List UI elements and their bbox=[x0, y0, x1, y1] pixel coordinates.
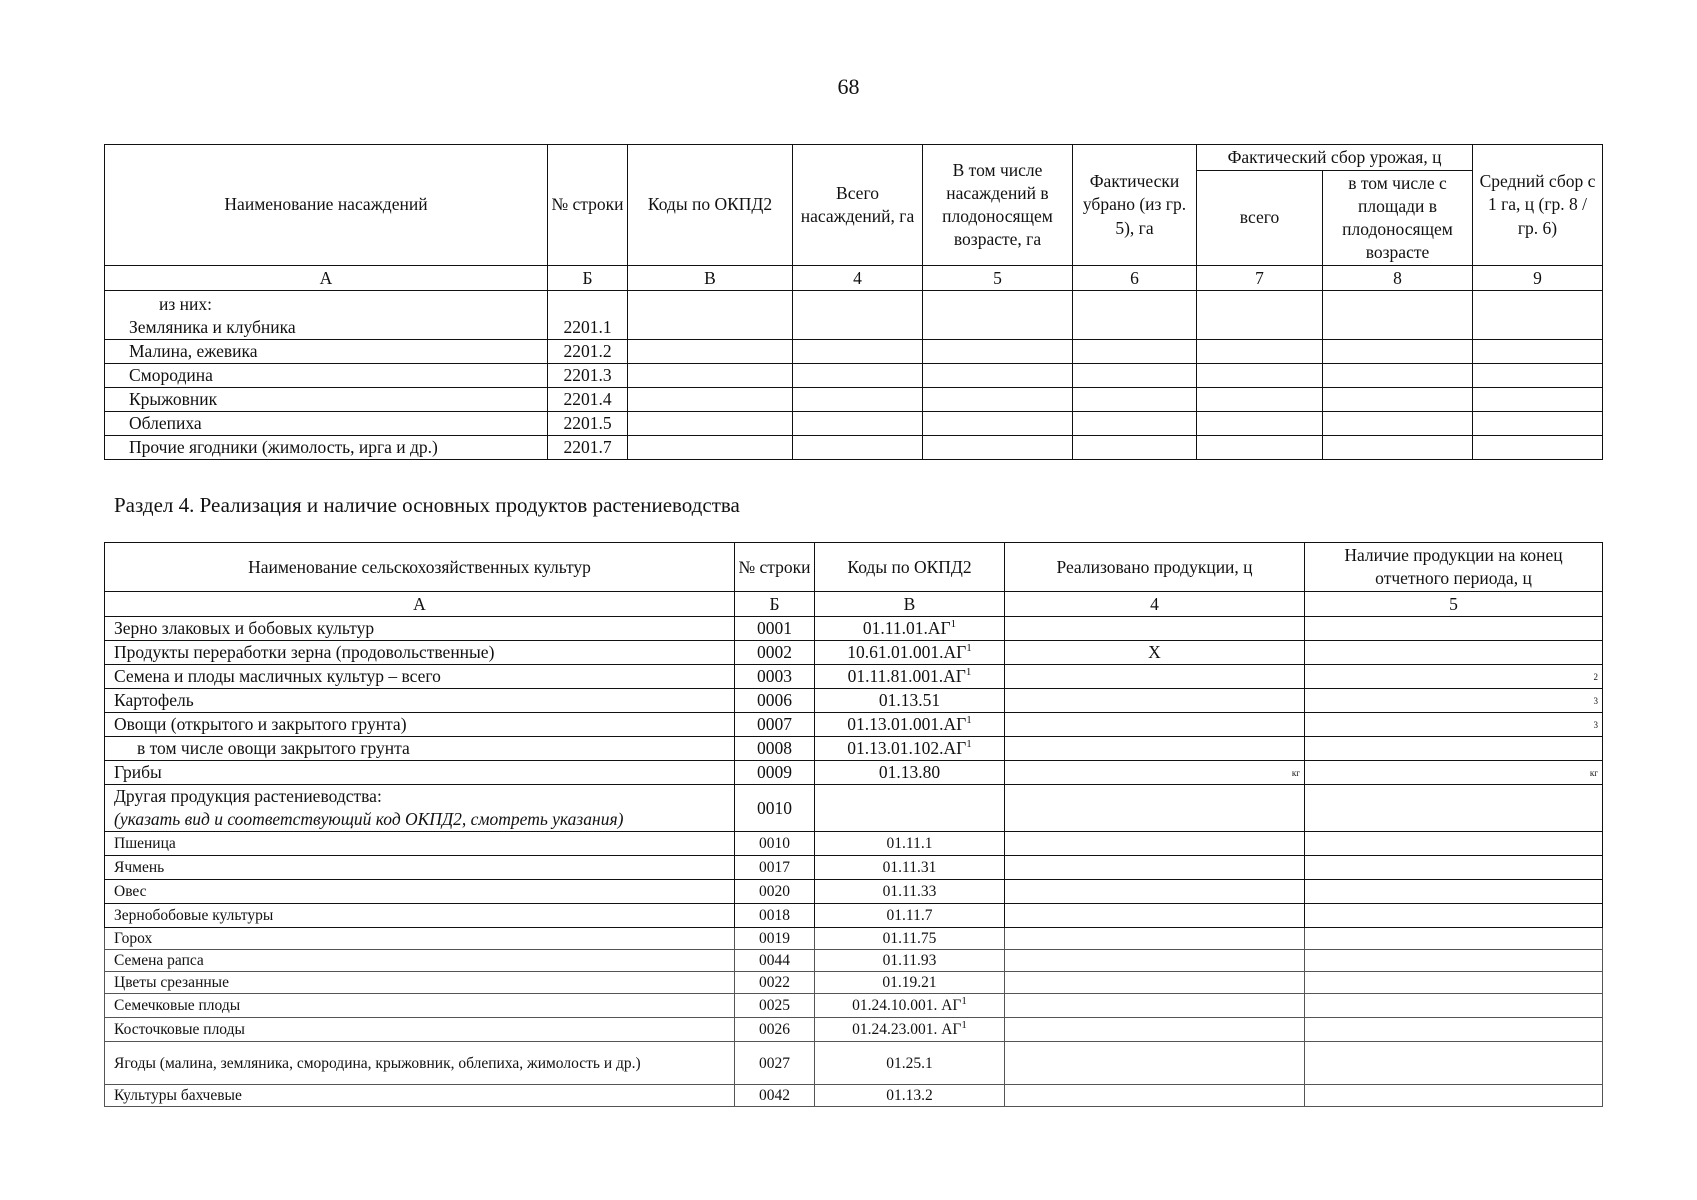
okpd-code: $01.13.01.001.АГ^1$ bbox=[815, 713, 1005, 737]
row-name: Зерно злаковых и бобовых культур bbox=[105, 617, 735, 641]
row-name: в том числе овощи закрытого грунта bbox=[105, 737, 735, 761]
okpd-code: $10.61.01.001.АГ^1$ bbox=[815, 641, 1005, 665]
input-cell[interactable] bbox=[793, 436, 923, 460]
index-cell: Б bbox=[548, 266, 628, 291]
table-row bbox=[105, 713, 1603, 737]
column-index-row bbox=[105, 592, 1603, 617]
table-row bbox=[105, 904, 1603, 928]
row-number: 0007 bbox=[735, 713, 815, 737]
index-cell: В bbox=[628, 266, 793, 291]
header-name: Наименование сельскохозяйственных культур bbox=[105, 543, 735, 592]
input-cell[interactable] bbox=[1073, 436, 1197, 460]
index-cell: 9 bbox=[1473, 266, 1603, 291]
index-cell: 6 bbox=[1073, 266, 1197, 291]
table-row bbox=[105, 436, 1603, 460]
input-cell[interactable] bbox=[628, 412, 793, 436]
row-number: 2201.5 bbox=[548, 412, 628, 436]
sold-cell[interactable] bbox=[1005, 713, 1305, 737]
header-row-no: № строки bbox=[548, 145, 628, 266]
okpd-code: $01.11.81.001.АГ^1$ bbox=[815, 665, 1005, 689]
sold-cell[interactable] bbox=[1005, 785, 1305, 832]
sold-cell[interactable] bbox=[1005, 737, 1305, 761]
okpd-code: 01.11.7 bbox=[815, 904, 1005, 928]
footnote-mark: 2 bbox=[1593, 672, 1598, 682]
sold-cell[interactable] bbox=[1005, 689, 1305, 713]
row-number: 0009 bbox=[735, 761, 815, 785]
table-row bbox=[105, 950, 1603, 972]
input-cell[interactable] bbox=[1073, 364, 1197, 388]
table-row bbox=[105, 665, 1603, 689]
header-sold: Реализовано продукции, ц bbox=[1005, 543, 1305, 592]
table-row bbox=[105, 928, 1603, 950]
input-cell[interactable] bbox=[793, 388, 923, 412]
sold-cell[interactable] bbox=[1005, 880, 1305, 904]
table-row bbox=[105, 340, 1603, 364]
row-number: 0006 bbox=[735, 689, 815, 713]
row-name: Грибы bbox=[105, 761, 735, 785]
row-number: 0020 bbox=[735, 880, 815, 904]
header-total-area: Всего насаждений, га bbox=[793, 145, 923, 266]
input-cell[interactable] bbox=[1323, 388, 1473, 412]
okpd-code: 01.11.93 bbox=[815, 950, 1005, 972]
table-row-other bbox=[105, 785, 1603, 832]
stock-cell[interactable] bbox=[1305, 713, 1603, 737]
row-number: 0019 bbox=[735, 928, 815, 950]
input-cell[interactable] bbox=[1073, 291, 1197, 340]
row-number: 0018 bbox=[735, 904, 815, 928]
header-harvest-fruiting: в том числе с площади в плодоносящем возрасте bbox=[1323, 171, 1473, 266]
row-name: Малина, ежевика bbox=[105, 340, 548, 364]
okpd-code: 01.13.2 bbox=[815, 1085, 1005, 1107]
okpd-code: 01.11.31 bbox=[815, 856, 1005, 880]
row-name: Семечковые плоды bbox=[105, 994, 735, 1018]
okpd-code: 01.13.80 bbox=[815, 761, 1005, 785]
index-cell: А bbox=[105, 266, 548, 291]
table-row bbox=[105, 291, 1603, 340]
input-cell[interactable] bbox=[1197, 340, 1323, 364]
unit-mark: кг bbox=[1589, 768, 1598, 778]
input-cell[interactable] bbox=[923, 388, 1073, 412]
input-cell[interactable] bbox=[1323, 412, 1473, 436]
row-number: 0044 bbox=[735, 950, 815, 972]
stock-cell[interactable] bbox=[1305, 761, 1603, 785]
input-cell[interactable] bbox=[923, 412, 1073, 436]
row-number: 2201.4 bbox=[548, 388, 628, 412]
row-name bbox=[105, 785, 735, 832]
input-cell[interactable] bbox=[1197, 436, 1323, 460]
header-row-no: № строки bbox=[735, 543, 815, 592]
row-number: 0042 bbox=[735, 1085, 815, 1107]
okpd-code: 01.24.10.001. $АГ^1$ bbox=[815, 994, 1005, 1018]
stock-cell[interactable] bbox=[1305, 950, 1603, 972]
row-number: 0010 bbox=[735, 785, 815, 832]
index-cell: А bbox=[105, 592, 735, 617]
table-row bbox=[105, 641, 1603, 665]
input-cell[interactable] bbox=[1073, 388, 1197, 412]
sold-cell[interactable] bbox=[1005, 617, 1305, 641]
row-name: Прочие ягодники (жимолость, ирга и др.) bbox=[105, 436, 548, 460]
input-cell[interactable] bbox=[1323, 364, 1473, 388]
row-name: Семена рапса bbox=[105, 950, 735, 972]
sold-cell[interactable] bbox=[1005, 1042, 1305, 1085]
row-number: 0025 bbox=[735, 994, 815, 1018]
sold-cell[interactable] bbox=[1005, 904, 1305, 928]
row-name: Пшеница bbox=[105, 832, 735, 856]
other-title: Другая продукция растениеводства: bbox=[114, 786, 382, 806]
stock-cell[interactable] bbox=[1305, 832, 1603, 856]
unit-mark: кг bbox=[1291, 768, 1300, 778]
okpd-code: 01.11.75 bbox=[815, 928, 1005, 950]
stock-cell[interactable] bbox=[1305, 737, 1603, 761]
header-fruiting-area: В том числе насаждений в плодоносящем возрасте, га bbox=[923, 145, 1073, 266]
sold-cell[interactable] bbox=[1005, 950, 1305, 972]
sold-cell[interactable] bbox=[1005, 994, 1305, 1018]
header-harvest-total: всего bbox=[1197, 171, 1323, 266]
row-name: Зернобобовые культуры bbox=[105, 904, 735, 928]
table-row bbox=[105, 689, 1603, 713]
stock-cell[interactable] bbox=[1305, 1018, 1603, 1042]
row-number: 0026 bbox=[735, 1018, 815, 1042]
table-row bbox=[105, 412, 1603, 436]
header-avg-yield: Средний сбор с 1 га, ц (гр. 8 / гр. 6) bbox=[1473, 145, 1603, 266]
row-name: Земляника и клубника bbox=[129, 317, 296, 337]
input-cell[interactable] bbox=[1473, 364, 1603, 388]
column-index-row bbox=[105, 266, 1603, 291]
input-cell[interactable] bbox=[923, 436, 1073, 460]
stock-cell[interactable] bbox=[1305, 1042, 1603, 1085]
page-number: 68 bbox=[837, 74, 860, 99]
table-row bbox=[105, 856, 1603, 880]
header-harvested: Фактически убрано (из гр. 5), га bbox=[1073, 145, 1197, 266]
row-name: Косточковые плоды bbox=[105, 1018, 735, 1042]
sold-cell[interactable] bbox=[1005, 1018, 1305, 1042]
okpd-code: 01.13.51 bbox=[815, 689, 1005, 713]
okpd-code-input[interactable] bbox=[815, 785, 1005, 832]
index-cell: 5 bbox=[923, 266, 1073, 291]
index-cell: В bbox=[815, 592, 1005, 617]
input-cell[interactable] bbox=[628, 436, 793, 460]
index-cell: 8 bbox=[1323, 266, 1473, 291]
table-row bbox=[105, 388, 1603, 412]
header-harvest-group: Фактический сбор урожая, ц bbox=[1197, 145, 1473, 171]
row-name: Овес bbox=[105, 880, 735, 904]
table-row bbox=[105, 761, 1603, 785]
table-row bbox=[105, 1018, 1603, 1042]
row-number: 0017 bbox=[735, 856, 815, 880]
input-cell[interactable] bbox=[628, 291, 793, 340]
input-cell[interactable] bbox=[923, 340, 1073, 364]
stock-cell[interactable] bbox=[1305, 785, 1603, 832]
row-name: Культуры бахчевые bbox=[105, 1085, 735, 1107]
stock-cell[interactable] bbox=[1305, 856, 1603, 880]
sold-cell[interactable] bbox=[1005, 1085, 1305, 1107]
index-cell: 7 bbox=[1197, 266, 1323, 291]
input-cell[interactable] bbox=[793, 364, 923, 388]
input-cell[interactable] bbox=[793, 412, 923, 436]
table-row bbox=[105, 1042, 1603, 1085]
stock-cell[interactable] bbox=[1305, 994, 1603, 1018]
row-name: Ягоды (малина, земляника, смородина, крыжовник, облепиха, жимолость и др.) bbox=[105, 1042, 735, 1085]
stock-cell[interactable] bbox=[1305, 904, 1603, 928]
row-number: 0002 bbox=[735, 641, 815, 665]
input-cell[interactable] bbox=[1323, 340, 1473, 364]
input-cell[interactable] bbox=[793, 340, 923, 364]
okpd-code: 01.11.33 bbox=[815, 880, 1005, 904]
input-cell[interactable] bbox=[1073, 412, 1197, 436]
input-cell[interactable] bbox=[1473, 436, 1603, 460]
row-name: Овощи (открытого и закрытого грунта) bbox=[105, 713, 735, 737]
sold-cell[interactable] bbox=[1005, 972, 1305, 994]
row-name: Крыжовник bbox=[105, 388, 548, 412]
input-cell[interactable] bbox=[1473, 340, 1603, 364]
sold-cell: X bbox=[1005, 641, 1305, 665]
row-name: Картофель bbox=[105, 689, 735, 713]
sold-cell[interactable] bbox=[1005, 761, 1305, 785]
input-cell[interactable] bbox=[1473, 291, 1603, 340]
stock-cell[interactable] bbox=[1305, 689, 1603, 713]
row-number: 0003 bbox=[735, 665, 815, 689]
header-stock: Наличие продукции на конец отчетного периода, ц bbox=[1305, 543, 1603, 592]
okpd-code: 01.24.23.001. $АГ^1$ bbox=[815, 1018, 1005, 1042]
input-cell[interactable] bbox=[1473, 388, 1603, 412]
row-name: Облепиха bbox=[105, 412, 548, 436]
row-number: 0027 bbox=[735, 1042, 815, 1085]
stock-cell[interactable] bbox=[1305, 880, 1603, 904]
input-cell[interactable] bbox=[1197, 364, 1323, 388]
table-row bbox=[105, 972, 1603, 994]
input-cell[interactable] bbox=[628, 364, 793, 388]
section-title: Раздел 4. Реализация и наличие основных продуктов растениеводства bbox=[114, 493, 740, 517]
row-number: 2201.3 bbox=[548, 364, 628, 388]
row-name: Продукты переработки зерна (продовольственные) bbox=[105, 641, 735, 665]
input-cell[interactable] bbox=[628, 388, 793, 412]
table-row bbox=[105, 617, 1603, 641]
index-cell: 5 bbox=[1305, 592, 1603, 617]
okpd-code: 01.25.1 bbox=[815, 1042, 1005, 1085]
okpd-code: 01.19.21 bbox=[815, 972, 1005, 994]
row-number: 2201.7 bbox=[548, 436, 628, 460]
okpd-code: $01.13.01.102.АГ^1$ bbox=[815, 737, 1005, 761]
input-cell[interactable] bbox=[1197, 412, 1323, 436]
row-number: 2201.2 bbox=[548, 340, 628, 364]
row-number: 0008 bbox=[735, 737, 815, 761]
table-row bbox=[105, 364, 1603, 388]
table-row bbox=[105, 1085, 1603, 1107]
header-name: Наименование насаждений bbox=[105, 145, 548, 266]
input-cell[interactable] bbox=[628, 340, 793, 364]
input-cell[interactable] bbox=[1473, 412, 1603, 436]
other-hint: (указать вид и соответствующий код ОКПД2, смотреть указания) bbox=[114, 809, 624, 829]
row-number: 0001 bbox=[735, 617, 815, 641]
sold-cell[interactable] bbox=[1005, 856, 1305, 880]
stock-cell[interactable] bbox=[1305, 1085, 1603, 1107]
row-name: Горох bbox=[105, 928, 735, 950]
table-row bbox=[105, 880, 1603, 904]
row-name-cell bbox=[105, 291, 548, 340]
input-cell[interactable] bbox=[1323, 436, 1473, 460]
table-row bbox=[105, 832, 1603, 856]
input-cell[interactable] bbox=[793, 291, 923, 340]
sold-cell[interactable] bbox=[1005, 832, 1305, 856]
input-cell[interactable] bbox=[923, 291, 1073, 340]
index-cell: 4 bbox=[793, 266, 923, 291]
subheading: из них: bbox=[159, 294, 212, 314]
row-name: Ячмень bbox=[105, 856, 735, 880]
input-cell[interactable] bbox=[923, 364, 1073, 388]
input-cell[interactable] bbox=[1323, 291, 1473, 340]
index-cell: Б bbox=[735, 592, 815, 617]
row-name: Цветы срезанные bbox=[105, 972, 735, 994]
okpd-code: $01.11.01.АГ^1$ bbox=[815, 617, 1005, 641]
sold-cell[interactable] bbox=[1005, 928, 1305, 950]
index-cell: 4 bbox=[1005, 592, 1305, 617]
row-number: 0010 bbox=[735, 832, 815, 856]
table-row bbox=[105, 994, 1603, 1018]
stock-cell[interactable] bbox=[1305, 928, 1603, 950]
okpd-code: 01.11.1 bbox=[815, 832, 1005, 856]
stock-cell[interactable] bbox=[1305, 617, 1603, 641]
stock-cell[interactable] bbox=[1305, 641, 1603, 665]
row-number: 0022 bbox=[735, 972, 815, 994]
input-cell[interactable] bbox=[1073, 340, 1197, 364]
sales-stock-table bbox=[104, 542, 1603, 1107]
table-row bbox=[105, 737, 1603, 761]
plantings-table bbox=[104, 144, 1603, 460]
header-okpd: Коды по ОКПД2 bbox=[628, 145, 793, 266]
footnote-mark: 3 bbox=[1593, 720, 1598, 730]
footnote-mark: 3 bbox=[1593, 696, 1598, 706]
input-cell[interactable] bbox=[1197, 388, 1323, 412]
row-name: Семена и плоды масличных культур – всего bbox=[105, 665, 735, 689]
row-name: Смородина bbox=[105, 364, 548, 388]
row-number: 2201.1 bbox=[548, 291, 628, 340]
header-okpd: Коды по ОКПД2 bbox=[815, 543, 1005, 592]
stock-cell[interactable] bbox=[1305, 665, 1603, 689]
sold-cell[interactable] bbox=[1005, 665, 1305, 689]
stock-cell[interactable] bbox=[1305, 972, 1603, 994]
input-cell[interactable] bbox=[1197, 291, 1323, 340]
